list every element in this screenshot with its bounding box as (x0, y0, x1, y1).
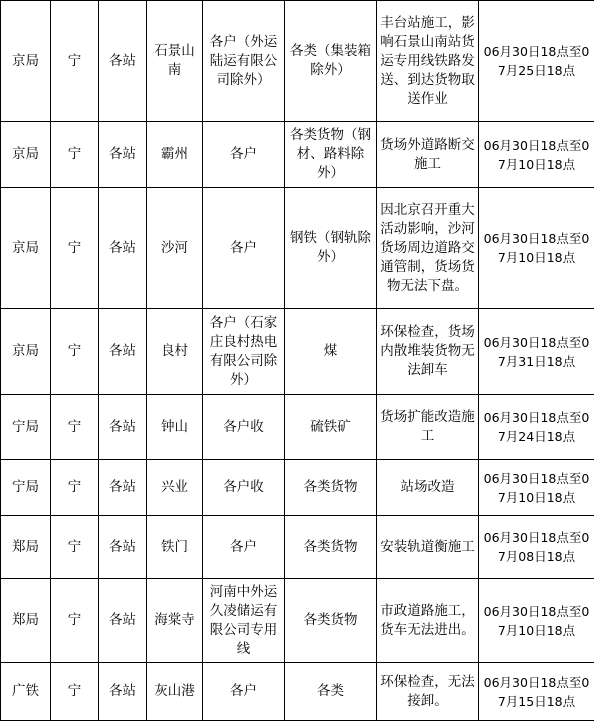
consignee-cell: 各户 (203, 122, 285, 188)
reason-cell: 因北京召开重大活动影响，沙河货场周边道路交通管制，货场货物无法下盘。 (377, 188, 479, 309)
period-cell: 06月30日18点至07月10日18点 (479, 122, 594, 188)
cargo-type-cell: 各类货物 (285, 460, 377, 516)
reason-cell: 站场改造 (377, 460, 479, 516)
table-row (1, 1, 594, 122)
period-cell: 06月30日18点至07月24日18点 (479, 395, 594, 460)
station-group-cell: 宁 (51, 395, 99, 460)
origin-station-cell: 各站 (99, 579, 147, 663)
cargo-type-cell: 煤 (285, 309, 377, 395)
station-group-cell: 宁 (51, 460, 99, 516)
destination-station-cell: 沙河 (147, 188, 203, 309)
table-row (1, 395, 594, 460)
consignee-cell: 各户收 (203, 460, 285, 516)
table-row (1, 309, 594, 395)
bureau-cell: 京局 (1, 309, 51, 395)
reason-cell: 安装轨道衡施工 (377, 516, 479, 579)
consignee-cell: 各户 (203, 516, 285, 579)
destination-station-cell: 霸州 (147, 122, 203, 188)
consignee-cell: 河南中外运久凌储运有限公司专用线 (203, 579, 285, 663)
reason-cell: 市政道路施工，货车无法进出。 (377, 579, 479, 663)
table-row (1, 460, 594, 516)
cargo-type-cell: 各类 (285, 663, 377, 721)
period-cell: 06月30日18点至07月10日18点 (479, 579, 594, 663)
table-row (1, 516, 594, 579)
reason-cell: 货场扩能改造施工 (377, 395, 479, 460)
cargo-type-cell: 钢铁（钢轨除外） (285, 188, 377, 309)
cargo-type-cell: 各类（集装箱除外） (285, 1, 377, 122)
bureau-cell: 京局 (1, 122, 51, 188)
bureau-cell: 广铁 (1, 663, 51, 721)
origin-station-cell: 各站 (99, 309, 147, 395)
destination-station-cell: 灰山港 (147, 663, 203, 721)
origin-station-cell: 各站 (99, 516, 147, 579)
destination-station-cell: 铁门 (147, 516, 203, 579)
destination-station-cell: 良村 (147, 309, 203, 395)
table-row (1, 579, 594, 663)
period-cell: 06月30日18点至07月08日18点 (479, 516, 594, 579)
origin-station-cell: 各站 (99, 1, 147, 122)
origin-station-cell: 各站 (99, 122, 147, 188)
destination-station-cell: 兴业 (147, 460, 203, 516)
cargo-type-cell: 各类货物（钢材、路料除外） (285, 122, 377, 188)
origin-station-cell: 各站 (99, 663, 147, 721)
consignee-cell: 各户收 (203, 395, 285, 460)
origin-station-cell: 各站 (99, 395, 147, 460)
bureau-cell: 宁局 (1, 395, 51, 460)
destination-station-cell: 钟山 (147, 395, 203, 460)
table-row (1, 122, 594, 188)
reason-cell: 丰台站施工，影响石景山南站货运专用线铁路发送、到达货物取送作业 (377, 1, 479, 122)
table-row (1, 188, 594, 309)
origin-station-cell: 各站 (99, 460, 147, 516)
station-group-cell: 宁 (51, 1, 99, 122)
destination-station-cell: 海棠寺 (147, 579, 203, 663)
bureau-cell: 京局 (1, 1, 51, 122)
consignee-cell: 各户（外运陆运有限公司除外） (203, 1, 285, 122)
bureau-cell: 京局 (1, 188, 51, 309)
consignee-cell: 各户 (203, 663, 285, 721)
cargo-type-cell: 硫铁矿 (285, 395, 377, 460)
consignee-cell: 各户 (203, 188, 285, 309)
station-group-cell: 宁 (51, 579, 99, 663)
cargo-type-cell: 各类货物 (285, 516, 377, 579)
period-cell: 06月30日18点至07月10日18点 (479, 188, 594, 309)
destination-station-cell: 石景山南 (147, 1, 203, 122)
origin-station-cell: 各站 (99, 188, 147, 309)
station-group-cell: 宁 (51, 516, 99, 579)
table-row (1, 663, 594, 721)
reason-cell: 环保检查，无法接卸。 (377, 663, 479, 721)
period-cell: 06月30日18点至07月31日18点 (479, 309, 594, 395)
station-group-cell: 宁 (51, 663, 99, 721)
period-cell: 06月30日18点至07月10日18点 (479, 460, 594, 516)
station-group-cell: 宁 (51, 122, 99, 188)
bureau-cell: 郑局 (1, 579, 51, 663)
period-cell: 06月30日18点至07月15日18点 (479, 663, 594, 721)
station-group-cell: 宁 (51, 309, 99, 395)
table-body (1, 1, 594, 721)
consignee-cell: 各户（石家庄良村热电有限公司除外） (203, 309, 285, 395)
reason-cell: 货场外道路断交施工 (377, 122, 479, 188)
bureau-cell: 郑局 (1, 516, 51, 579)
period-cell: 06月30日18点至07月25日18点 (479, 1, 594, 122)
bureau-cell: 宁局 (1, 460, 51, 516)
station-group-cell: 宁 (51, 188, 99, 309)
reason-cell: 环保检查，货场内散堆装货物无法卸车 (377, 309, 479, 395)
cargo-type-cell: 各类货物 (285, 579, 377, 663)
